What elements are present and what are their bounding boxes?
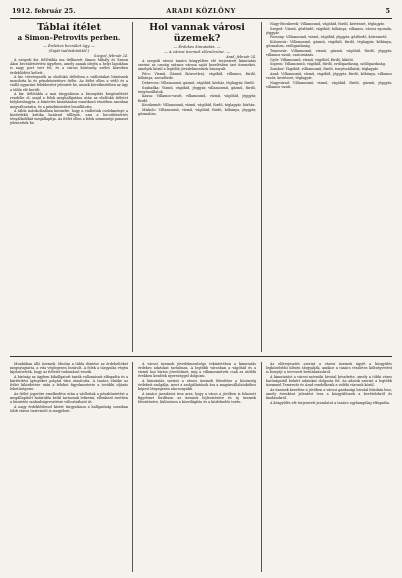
article-paragraph: Nagyvárad: Villamosmű, vízmű, vágóhíd, fürdő, gázmű, jéggyár, villamos vasút. bbox=[266, 80, 392, 89]
section-divider bbox=[10, 356, 392, 357]
article-paragraph: A nagy érdeklődéssel kísért tárgyaláson a hallgatóság soraiban több városi tisztviselő is megjelent. bbox=[10, 404, 128, 413]
article-lower-middle bbox=[138, 362, 256, 572]
article-court-verdict bbox=[10, 22, 128, 352]
article-paragraph: A kir. törvényszék az elsőfokú ítéletben a vádlottakat bűnösnek mondotta ki és pénzbüntetésre ítélte. Az ítélet ellen a védő és a vádló egyaránt felebbezést jelentett be, minek következtében az ügy a tábla elé került. bbox=[10, 75, 128, 92]
article-title: Táblai ítélet bbox=[37, 22, 101, 33]
article-paragraph: Kassa: Villamos-vasút, villamosmű, vízmű, vágóhíd, jéggyár, fürdő. bbox=[138, 94, 256, 103]
article-paragraph: A bíróság az ügyben kihallgatott tanúk vallomásait elfogadta és a kártérítési igényeket polgári útra utasította. A tanács elnöke az ítélet kihirdetése után a feleket figyelmeztette a további eljárás lehetőségeire. bbox=[10, 374, 128, 392]
article-body bbox=[266, 22, 392, 89]
article-city-plants-continued bbox=[266, 22, 392, 352]
page-number: 5 bbox=[385, 7, 390, 15]
article-paragraph: A szegedi városi tanács közgyűlése elé terjesztett kimutatás szerint az ország számos városa saját kezelésben tart üzemeket, amelyek közül a legtöbb jövedelmezőnek bizonyult. bbox=[138, 59, 256, 72]
newspaper-name: ARADI KÖZLÖNY bbox=[166, 7, 236, 15]
article-tagline: — Érdekes kimutatás. — bbox=[173, 44, 221, 49]
article-body bbox=[10, 58, 128, 125]
article-note: — A városi üzemek ellenőrzése. — bbox=[163, 49, 230, 55]
column-divider bbox=[261, 362, 262, 572]
article-paragraph: Győr: Villamosmű, vízmű, vágóhíd, fürdő, kikötő. bbox=[270, 57, 354, 62]
page-header bbox=[10, 6, 392, 19]
article-paragraph: A városi üzemek jövedelmezősége tekintetében a kimutatás érdekes adatokat tartalmaz. A legtöbb városban a vágóhíd és a vízmű hoz biztos jövedelmet, míg a villamosművek csak az utóbbi években kezdtek nyereséggel dolgozni. bbox=[138, 362, 256, 379]
column-divider bbox=[132, 22, 133, 352]
article-paragraph: A tanács javaslatot tesz arra, hogy a város a jövőben is fokozott figyelmet fordítson az üzemek fejlesztésére és új üzemek létesítésére, különösen a közvilágítás és a közlekedés terén. bbox=[138, 391, 256, 405]
article-paragraph: A kimutatás szerint a városi üzemek létesítése a közönség érdekeit szolgálja, mert a szolgáltatások ára a magánvállalatokéhoz képest lényegesen alacsonyabb. bbox=[138, 378, 256, 392]
article-paragraph: Szeged: Vízmű, gőzfürdő, vágóhíd, kőbánya, villamos, városi nyomda, jéggyár. bbox=[266, 26, 392, 35]
article-paragraph: Az előterjesztés szerint a városi üzemek ügyét a közgyűlés legközelebbi ülésén tárgyalják, amikor a tanács részletes költségvetést is benyújt a tervezett beruházásokról. bbox=[266, 362, 392, 375]
article-lower-left bbox=[10, 362, 128, 572]
article-title: Hol vannak városi üzemek? bbox=[149, 22, 245, 44]
article-paragraph: Zombor: Vágóhíd, villamosmű, fürdő, tenyészállatok, téglagyár. bbox=[270, 67, 379, 72]
issue-date: 1912. február 25. bbox=[12, 7, 76, 15]
article-paragraph: Arad: Villamosmű, vízmű, vágóhíd, jéggyár, fürdő, kőbánya, villamos vasút, kertészet, téglagyár. bbox=[266, 71, 392, 80]
article-paragraph: Az üzemek kezelése a jövőben a városi gazdasági hivatal feladata lesz, amely évenként jelentést tesz a közgyűlésnek a bevételekről és kiadásokról. bbox=[266, 387, 392, 400]
article-paragraph: Kolozsvár: Villamosmű, gázmű, vágóhíd, fürdő, téglagyár, kőbánya, gőzmalom, erdőgazdaság. bbox=[266, 40, 392, 49]
article-body bbox=[138, 59, 256, 116]
article-paragraph: Debrecen: Villamosmű, gázmű, vágóhíd, kórház, téglagyár, fürdő. bbox=[142, 80, 255, 85]
article-paragraph: Munkában álló üzemek. Miután a tábla döntése az érdekelteket megnyugtatta, a vita véglegesen lezárult. A felek a tárgyalás végén kijelentették, hogy az ítéletet tudomásul veszik. bbox=[10, 362, 128, 375]
article-paragraph: A szegedi kir. ítélőtábla ma ítélkezett Simon Mihály és Simon Ákos becsületsértési ügyében, amely annak idején a helyi lapokban is nagy port vert fel, és a városi közönség széles köreiben érdeklődést keltett. bbox=[10, 58, 128, 75]
article-byline: Arad, február 24. bbox=[226, 55, 256, 60]
article-paragraph: Nagy-Becskerek: Villamosmű, vágóhíd, fürdő, kertészet, téglagyár. bbox=[270, 22, 385, 26]
article-byline: Szeged, február 24. bbox=[94, 54, 128, 59]
article-paragraph: A közgyűlés elé terjesztett javaslatot a tanács egyhangúlag elfogadta. bbox=[270, 400, 391, 405]
column-divider bbox=[261, 22, 262, 352]
article-paragraph: Az ítélet jogerőre emelkedése után a vádlottak a pénzbüntetést a megállapított határidőn belül tartoznak lefizetni, ellenkező esetben a büntetés szabadságvesztésre változtatható át. bbox=[10, 391, 128, 405]
article-note: (Saját tudósítónktól.) bbox=[48, 48, 90, 54]
article-paragraph: Kecskemét: Villamosmű, vízmű, vágóhíd, fürdő, téglagyár, kórház. bbox=[142, 103, 256, 108]
article-paragraph: A kir. ítélőtábla a mai tárgyaláson a bizonyítás kiegészítését rendelte el, majd a felek meghallgatása után az elsőfokú ítéletet helybenhagyta, a büntetés kiszabására vonatkozó részében azonban megváltoztatta, és a pénzbüntetést leszállította. bbox=[10, 92, 128, 109]
article-city-plants bbox=[138, 22, 256, 352]
article-paragraph: Miskolc: Villamosmű, vízmű, vágóhíd, fürdő, kőbánya, jéggyár, gőzmalom. bbox=[138, 107, 256, 116]
article-paragraph: A tábla indokolásában kiemelte, hogy a vádlottak cselekménye a közérdekű kritika határait túllépte, ami a becsületsértés tényálladékát megállapítja. Az ítélet ellen a felek semmiségi panaszt jelentettek be. bbox=[10, 109, 128, 126]
article-paragraph: Pozsony: Villamosmű, vízmű, vágóhíd, jéggyár, gőzfürdő, köztemető. bbox=[270, 35, 388, 40]
article-paragraph: Temesvár: Villamosmű, vízmű, gázmű, vágóhíd, fürdő, jéggyár, villamos vasút, csatornázás. bbox=[266, 48, 392, 58]
article-subtitle: a Simon–Petrovits perben. bbox=[17, 33, 121, 42]
column-divider bbox=[132, 362, 133, 572]
article-paragraph: Pécs: Vízmű, Gázmű (közvetlen), vágóhíd, villamos, fürdő, kőbánya, szeszfőzde. bbox=[138, 72, 256, 81]
article-paragraph: Szabadka: Vízmű, vágóhíd, jéggyár, villamosmű, gázmű, fürdő, tenyészállatok. bbox=[138, 85, 256, 94]
article-body bbox=[266, 362, 392, 405]
article-body bbox=[138, 362, 256, 404]
article-tagline: — Érdekes becsület ügy. — bbox=[42, 43, 96, 48]
article-body bbox=[10, 362, 128, 413]
article-paragraph: Sopron: Villamosmű, vágóhíd, fürdő, erdőgazdaság, szőlőgazdaság. bbox=[270, 62, 386, 67]
article-lower-right bbox=[266, 362, 392, 572]
article-paragraph: A kimutatást a városi mérnöki hivatal készítette, amely a többi város hatóságaitól bekért adatokat dolgozta fel. Az adatok szerint a legtöbb üzemmel Temesvár és Arad rendelkezik a vidéki városok közül. bbox=[266, 374, 392, 388]
